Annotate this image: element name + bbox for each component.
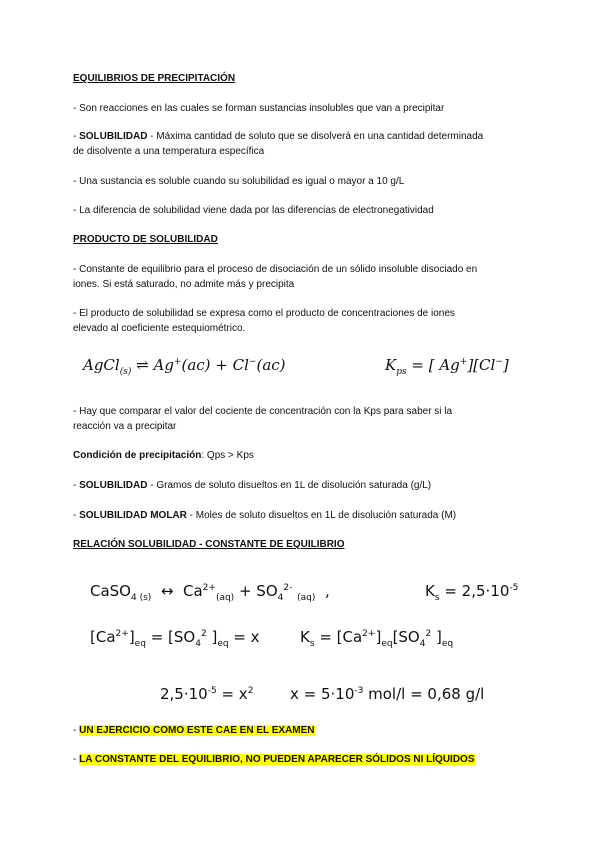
intro-text: - Son reacciones en las cuales se forman sustancias insolubles que van a precipitar <box>73 103 445 114</box>
producto-line2: elevado al coeficiente estequiométrico. <box>73 323 246 334</box>
producto-line1: - El producto de solubilidad se expresa como el producto de concentraciones de iones <box>73 308 455 319</box>
constante-line1: - Constante de equilibrio para el proceso de disociación de un sólido insoluble disociado en <box>73 264 478 275</box>
constante-note: - LA CONSTANTE DEL EQUILIBRIO, NO PUEDEN APARECER SÓLIDOS NI LÍQUIDOS <box>73 754 475 765</box>
kps-expression: $K_{ps}$ = [ Ag+][Cl−] <box>385 356 509 377</box>
soluble-line: - Una sustancia es soluble cuando su solubilidad es igual o mayor a 10 g/L <box>73 176 405 187</box>
constante-note-highlight: LA CONSTANTE DEL EQUILIBRIO, NO PUEDEN APARECER SÓLIDOS NI LÍQUIDOS <box>79 754 475 765</box>
ks-concentration-expression: $K_s = [Ca^{2+}]_{eq}[SO_4^2$ ]$_{eq}$ <box>300 628 454 649</box>
solubilidad-molar-line: - SOLUBILIDAD MOLAR - Moles de soluto disueltos en 1L de disolución saturada (M) <box>73 510 457 521</box>
caso4-dissociation-equation: CaSO$_{4 (s)}$ ↔ $Ca^{2+}_{(aq)} + SO_4^{2-}$ $_{(aq)}$ , <box>90 582 330 603</box>
diferencia-line: - La diferencia de solubilidad viene dada por las diferencias de electronegatividad <box>73 205 434 216</box>
constante-line2: iones. Si está saturado, no admite más y precipita <box>73 279 295 290</box>
section-title-relacion: RELACIÓN SOLUBILIDAD - CONSTANTE DE EQUILIBRIO <box>73 539 345 550</box>
result-right: $x = 5\cdot 10^{-3}$ mol/l = 0,68 g/l <box>290 685 485 703</box>
condicion-value: : Qps > Kps <box>201 450 254 461</box>
solubilidad-gl-line: - SOLUBILIDAD - Gramos de soluto disueltos en 1L de disolución saturada (g/L) <box>73 480 432 491</box>
solubilidad-def: - Máxima cantidad de soluto que se disolverá en una cantidad determinada <box>147 131 484 142</box>
title: EQUILIBRIOS DE PRECIPITACIÓN <box>73 73 236 84</box>
dash: - <box>73 131 80 142</box>
result-left: $2,5\cdot 10^{-5} = x^2$ <box>160 685 254 703</box>
comparar-line1: - Hay que comparar el valor del cociente de concentración con la Kps para saber si la <box>73 406 453 417</box>
condicion-precipitacion <box>73 449 254 462</box>
section-title-producto: PRODUCTO DE SOLUBILIDAD <box>73 234 218 245</box>
condicion-label: Condición de precipitación <box>73 450 202 461</box>
comparar-line2: reacción va a precipitar <box>73 421 177 432</box>
exam-note: - UN EJERCICIO COMO ESTE CAE EN EL EXAMEN <box>73 725 315 736</box>
solubilidad-definition-line1 <box>73 130 483 143</box>
agcl-dissociation-equation: AgCl$_{(s)}$ ⇌ Ag+(ac) + Cl−(ac) <box>83 356 286 377</box>
solubilidad-term: SOLUBILIDAD <box>79 131 148 142</box>
exam-note-highlight: UN EJERCICIO COMO ESTE CAE EN EL EXAMEN <box>79 725 315 736</box>
solubilidad-definition-line2: de disolvente a una temperatura específica <box>73 146 265 157</box>
equilibrium-concentrations: $[Ca^{2+}]_{eq} = [SO_4^2$ ]$_{eq} = x$ <box>90 628 260 649</box>
ks-caso4-value: $K_s = 2,5\cdot 10^{-5}$ <box>425 582 519 603</box>
